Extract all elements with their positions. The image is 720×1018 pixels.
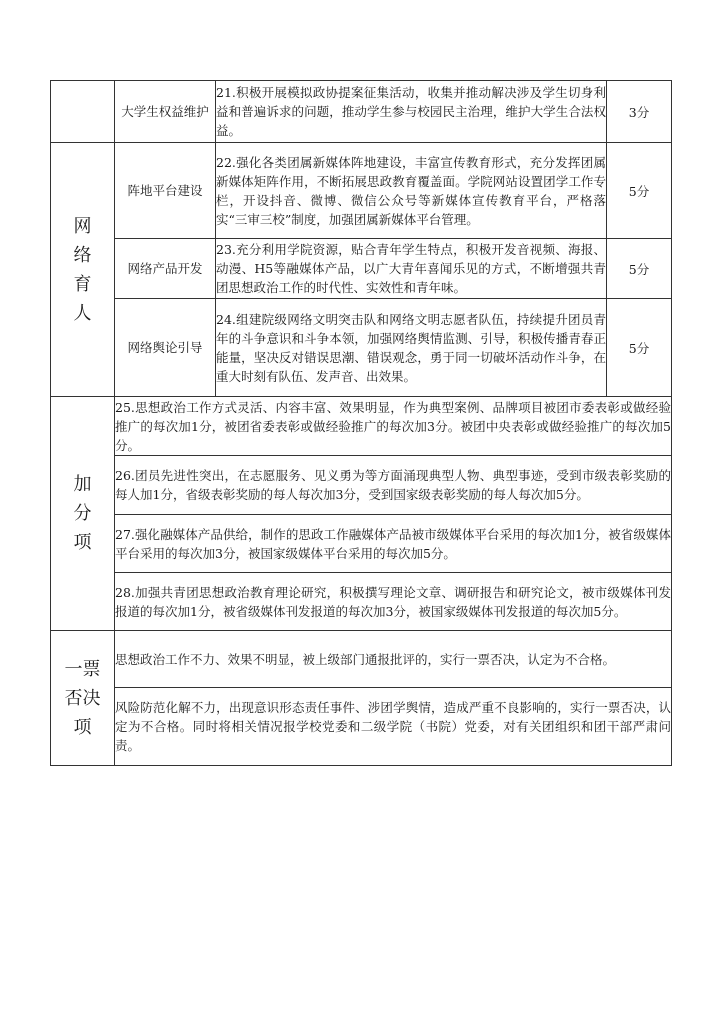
table-row xyxy=(51,631,672,688)
category-char: 否决 xyxy=(64,687,101,709)
bonus-item: 28.加强共青团思想政治教育理论研究，积极撰写理论文章、调研报告和研究论文，被市级媒体刊发报道的每次加1分，被省级媒体刊发报道的每次加3分，被国家级媒体刊发报道的每次加5分。 xyxy=(115,573,672,631)
score-cell: 3分 xyxy=(607,81,672,143)
table-row xyxy=(51,515,672,573)
score-cell: 5分 xyxy=(607,299,672,397)
table-row xyxy=(51,688,672,766)
table-row xyxy=(51,299,672,397)
bonus-item: 25.思想政治工作方式灵活、内容丰富、效果明显，作为典型案例、品牌项目被团市委表彰或做经验推广的每次加1分，被团省委表彰或做经验推广的每次加3分。被团中央表彰或做经验推广的每次加5分。 xyxy=(115,397,672,456)
table-row xyxy=(51,573,672,631)
table-row xyxy=(51,81,672,143)
category-char: 网 xyxy=(73,215,92,237)
subcategory-cell: 网络产品开发 xyxy=(115,239,216,299)
score-cell: 5分 xyxy=(607,239,672,299)
category-char: 加 xyxy=(73,474,92,495)
table-row xyxy=(51,397,672,456)
category-char: 一票 xyxy=(64,658,101,680)
bonus-item: 27.强化融媒体产品供给，制作的思政工作融媒体产品被市级媒体平台采用的每次加1分，被省级媒体平台采用的每次加3分，被国家级媒体平台采用的每次加5分。 xyxy=(115,515,672,573)
category-char: 人 xyxy=(73,302,92,324)
category-cell-bonus xyxy=(51,397,115,631)
criteria-cell: 24.组建院级网络文明突击队和网络文明志愿者队伍，持续提升团员青年的斗争意识和斗争本领，加强网络舆情监测、引导，积极传播青春正能量，坚决反对错误思潮、错误观念，勇于同一切破坏活动作斗争，在重大时刻有队伍、发声音、出效果。 xyxy=(216,299,607,397)
category-char: 项 xyxy=(73,532,92,553)
category-cell-empty xyxy=(51,81,115,143)
category-char: 项 xyxy=(73,716,92,738)
category-cell-veto xyxy=(51,631,115,766)
criteria-cell: 21.积极开展模拟政协提案征集活动，收集并推动解决涉及学生切身利益和普遍诉求的问题，推动学生参与校园民主治理，维护大学生合法权益。 xyxy=(216,81,607,143)
veto-item: 思想政治工作不力、效果不明显，被上级部门通报批评的，实行一票否决，认定为不合格。 xyxy=(115,631,672,688)
veto-item: 风险防范化解不力，出现意识形态责任事件、涉团学舆情，造成严重不良影响的，实行一票否决，认定为不合格。同时将相关情况报学校党委和二级学院（书院）党委，对有关团组织和团干部严肃问责。 xyxy=(115,688,672,766)
category-char: 分 xyxy=(73,503,92,524)
criteria-cell: 22.强化各类团属新媒体阵地建设，丰富宣传教育形式，充分发挥团属新媒体矩阵作用，不断拓展思政教育覆盖面。学院网站设置团学工作专栏，开设抖音、微博、微信公众号等新媒体宣传教育平台，严格落实“三审三校”制度，加强团属新媒体平台管理。 xyxy=(216,143,607,239)
criteria-cell: 23.充分利用学院资源，贴合青年学生特点，积极开发音视频、海报、动漫、H5等融媒体产品，以广大青年喜闻乐见的方式，不断增强共青团思想政治工作的时代性、实效性和青年味。 xyxy=(216,239,607,299)
table-row xyxy=(51,239,672,299)
evaluation-table xyxy=(50,80,672,766)
bonus-item: 26.团员先进性突出，在志愿服务、见义勇为等方面涌现典型人物、典型事迹，受到市级表彰奖励的每人加1分，省级表彰奖励的每人每次加3分，受到国家级表彰奖励的每人每次加5分。 xyxy=(115,456,672,515)
category-char: 络 xyxy=(73,244,92,266)
category-cell-network xyxy=(51,143,115,397)
score-cell: 5分 xyxy=(607,143,672,239)
table-row xyxy=(51,143,672,239)
category-char: 育 xyxy=(73,273,92,295)
subcategory-cell: 网络舆论引导 xyxy=(115,299,216,397)
table-row xyxy=(51,456,672,515)
subcategory-cell: 阵地平台建设 xyxy=(115,143,216,239)
subcategory-cell: 大学生权益维护 xyxy=(115,81,216,143)
